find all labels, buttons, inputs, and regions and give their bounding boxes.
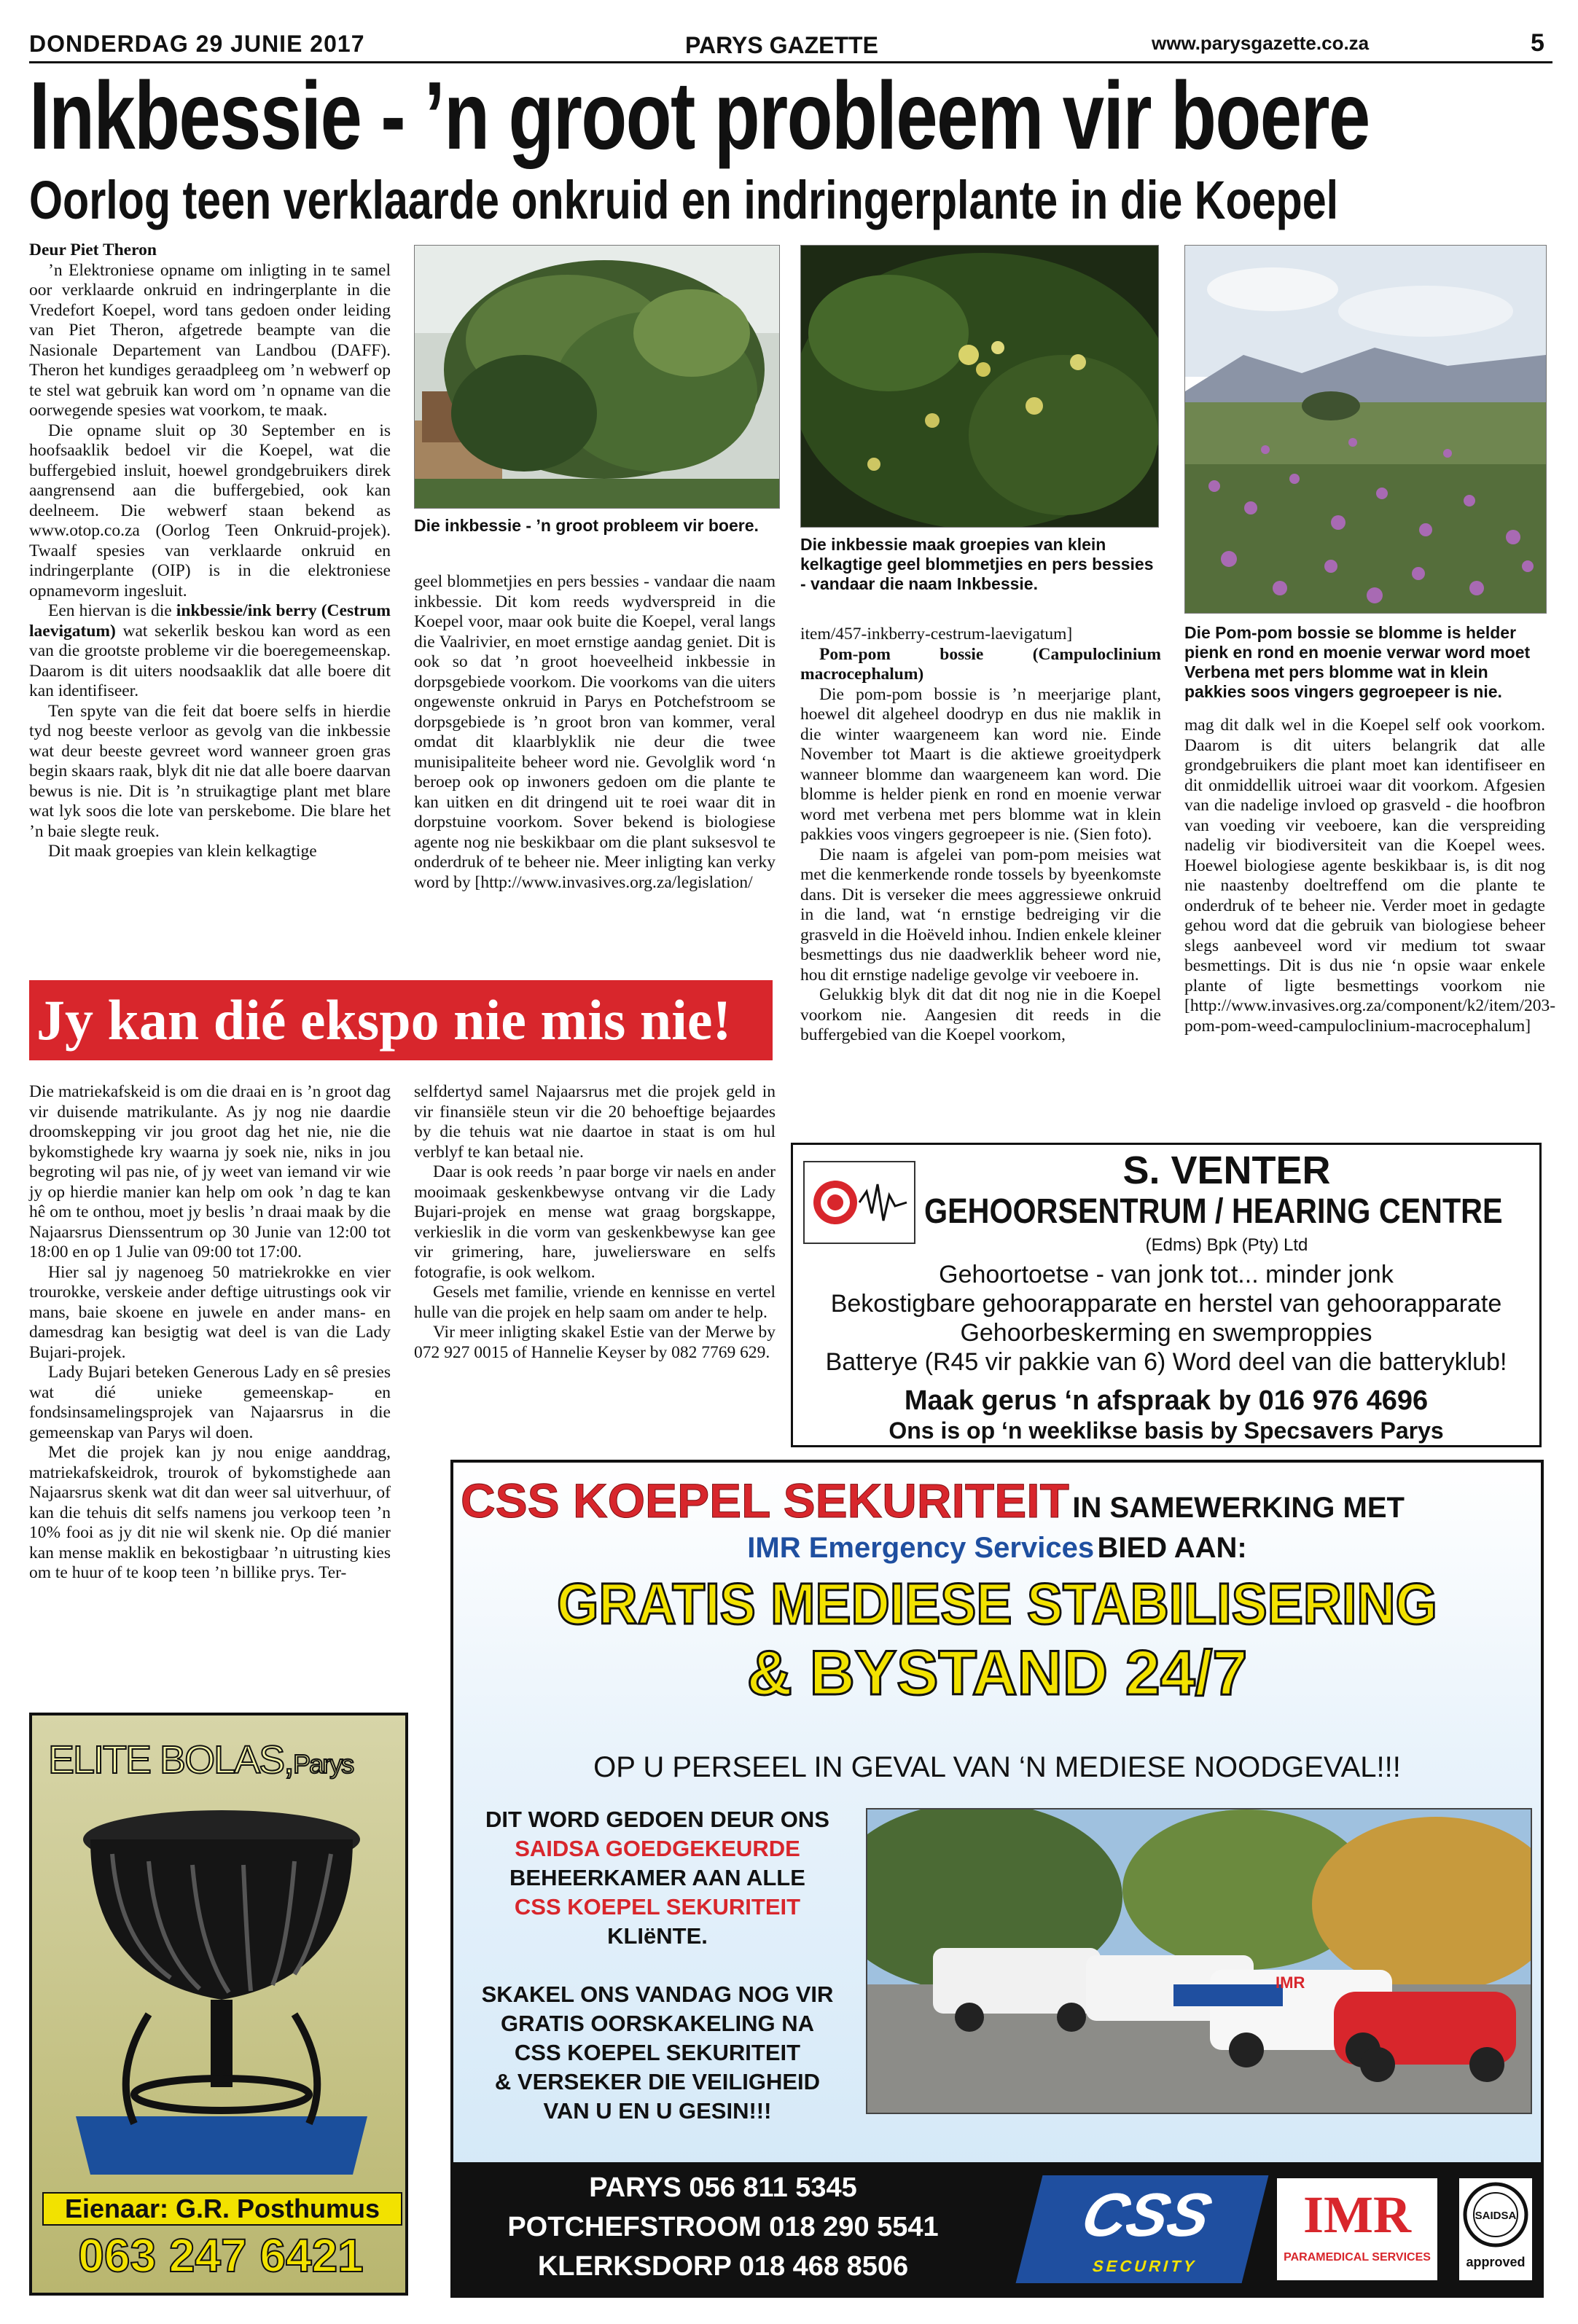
ad-main-offer-2: & BYSTAND 24/7: [746, 1638, 1248, 1708]
phone-klerksdorp[interactable]: KLERKSDORP 018 468 8506: [537, 2251, 909, 2282]
species-name: inkbessie/ink berry (Cestrum laevigatum): [29, 601, 391, 641]
headline: Inkbessie - ’n groot probleem vir boere: [29, 62, 1370, 169]
ad-partner-line: [453, 1532, 1541, 1565]
ad-services: [793, 1260, 1539, 1377]
expo-column-2: [414, 1082, 776, 1363]
service-line: Gehoortoetse - van jonk tot... minder jonk: [939, 1261, 1394, 1288]
paragraph: Die matriekafskeid is om die draai en is ’n groot dag vir duisende matrikulante. As jy nog nie daardie droomskepping vir jou groot dag het nie, nie die bykomstighede kry waarna jy soek nie, niks in jou begroting wil pas nie, of jy weet van iemand vir wie jy op hierdie manier kan help om ook ’n dag te kan hê om te onthou, moet jy beslis ’n draai maak by die Najaarsrus Dienssentrum op 30 Junie van 12:00 tot 18:00 en op 1 Julie van 09:00 tot 17:00.: [29, 1082, 391, 1261]
ad-partner: IMR Emergency Services: [747, 1532, 1095, 1564]
inkberry-shrub-photo: [414, 245, 780, 509]
inkberry-shrub-image: [415, 246, 779, 508]
paragraph: Die pom-pom bossie is ’n meerjarige plant, hoewel dit algeheel doodryp en dus nie maklik in die winter waargeneem kan word nie. Einde November tot Maart is die aktiewe groeitydperk wanneer blomme dan waargeneem kan word. Die blomme is helder pienk en rond en moenie verwar word met verbena met pers blomme wat in klein pakkies voos vingers gegroepeer is nie. (Sien foto).: [800, 684, 1161, 844]
phone-parys[interactable]: PARYS 056 811 5345: [589, 2172, 857, 2203]
service-line: Bekostigbare gehoorapparate en herstel van gehoorapparate: [830, 1290, 1502, 1318]
byline: Deur Piet Theron: [29, 240, 157, 259]
ad-title: ELITE BOLAS,Parys: [48, 1738, 354, 1782]
css-logo: [1016, 2175, 1269, 2283]
saidsa-seal-icon: [1459, 2178, 1532, 2251]
ad-brand-line: [461, 1473, 1539, 1528]
hearing-centre-ad: [791, 1143, 1542, 1447]
inkberry-flowers-image: [801, 246, 1158, 527]
ear-wave-icon: [805, 1162, 914, 1243]
paragraph: Daar is ook reeds ’n paar borge vir naels en ander mooimaak geskenkbewyse ontvang vir die Lady Bujari-projek en mense wat graag borgskappe, verkieslik in die vorm van geskenkbewyse kan gee vir grimering, hare, juweliersware en selfs fotografie, is ook welkom.: [414, 1162, 776, 1282]
ad-left-text: DIT WORD GEDOEN DEUR ONS SAIDSA GOEDGEKEURDE BEHEERKAMER AAN ALLE CSS KOEPEL SEKURITEIT KLIëNTE. SKAKEL ONS VANDAG NOG VIR GRATIS OORSKAKELING NA CSS KOEPEL SEKURITEIT & VERSEKER DIE VEILIGHEID VAN U EN U GESIN!!!: [481, 1807, 834, 2124]
service-line: Batterye (R45 vir pakkie van 6) Word deel van die batteryklub!: [825, 1348, 1507, 1376]
phone-potchefstroom[interactable]: POTCHEFSTROOM 018 290 5541: [507, 2212, 939, 2242]
ad-phone[interactable]: 063 247 6421: [78, 2229, 364, 2282]
paragraph: Ten spyte van die feit dat boere selfs in hierdie tyd nog beeste verloor as gevolg van die inkbessie wat deur beeste gevreet word wanneer groen gras begin skaars raak, blyk dit nie dat alle boere daarvan bewus is nie. Dit is ’n struikagtige plant met blare wat lyk soos die lote van perskebome. Die blare het ’n baie slegte reuk.: [29, 701, 391, 841]
paragraph: Gesels met familie, vriende en kennisse en vertel hulle van die projek en help saam om ander te help.: [414, 1283, 776, 1322]
expo-banner: Jy kan dié ekspo nie mis nie!: [29, 980, 773, 1060]
inkberry-flowers-photo: [800, 245, 1159, 528]
fire-pit-image: [61, 1796, 382, 2182]
species-heading: Pom-pom bossie (Campuloclinium macrocephalum): [800, 644, 1161, 684]
paragraph: Dit maak groepies van klein kelkagtige: [48, 842, 317, 861]
photo-caption-1: Die inkbessie - ’n groot probleem vir boere.: [414, 516, 759, 535]
photo-caption-2: Die inkbessie maak groepies van klein kelkagtige geel blommetjies en pers bessies - vandaar die naam Inkbessie.: [800, 535, 1154, 593]
security-vehicles-image: [867, 1809, 1531, 2113]
imr-logo-text: IMR: [1303, 2186, 1411, 2244]
paragraph: Met die projek kan jy nou enige aanddrag, matriekafskeidrok, trourok of bykomstighede aan Najaarsrus skenk wat dit dan weer sal uitverhuur, of kan die tehuis dit selfs namens jou verkoop teen ’n 10% fooi as jy dit nie wil skenk nie. Op dié manier kan mense maklik en bekostigbaar ’n uitrusting kies om te huur of te koop teen ’n billike prys. Ter-: [29, 1443, 391, 1582]
paragraph: Hier sal jy nagenoeg 50 matriekrokke en vier trourokke, verskeie ander deftige uitrustings ook vir mans, baie skoene en juwele en ander mans- en damesdrag kan besigtig wat deel is van die Lady Bujari-projek.: [29, 1262, 391, 1362]
vehicles-photo: [866, 1808, 1532, 2114]
css-logo-text: CSS: [1075, 2180, 1219, 2249]
article-column-2: [414, 572, 776, 893]
imr-logo-sub: PARAMEDICAL SERVICES: [1284, 2251, 1431, 2264]
van-logo-text: IMR: [1276, 1973, 1305, 1992]
pompom-field-image: [1185, 246, 1546, 613]
paragraph: Gelukkig blyk dit dat dit nog nie in die Koepel voorkom nie. Aangesien dit reeds in die buffergebied van die Koepel voorkom,: [800, 985, 1161, 1044]
issue-date: DONDERDAG 29 JUNIE 2017: [29, 31, 365, 57]
saidsa-seal-text: SAIDSA: [1475, 2210, 1517, 2222]
paragraph: item/457-inkberry-cestrum-laevigatum]: [800, 625, 1073, 643]
ad-title: S. VENTER: [1122, 1149, 1331, 1192]
ad-subtitle: GEHOORSENTRUM / HEARING CENTRE: [924, 1192, 1503, 1231]
article-column-1: [29, 240, 391, 862]
paragraph: mag dit dalk wel in die Koepel self ook voorkom. Daarom is dit uiters belangrik dat alle grondgebruikers die plant moet kan identifiseer en dit onmiddellik uitroei waar dit voorkom. Afgesien van die nadelige invloed op grasveld - die hoofbron van voeding vir veeboere, kan die verspreiding nadelig vir biodiversiteit van die Koepel wees. Hoewel biologiese agente beskikbaar is, is dit nog nie naastenby doeltreffend om die plante te onderdruk of te beheer nie. Verder moet in gedagte gehou word dat die gebruik van biologiese beheer slegs aanbeveel word vir medium tot swaar besmettings. Dit is dus nie ‘n opsie waar enkele plante of ligte besmettings voorkom nie [http://www.invasives.org.za/component/k2/item/203-pom-pom-weed-campuloclinium-macrocephalum]: [1184, 716, 1556, 1036]
ad-tagline: OP U PERSEEL IN GEVAL VAN ‘N MEDIESE NOODGEVAL!!!: [593, 1751, 1401, 1783]
paragraph: Vir meer inligting skakel Estie van der Merwe by 072 927 0015 of Hannelie Keyser by 082 7769 629.: [414, 1323, 776, 1362]
ad-footer-bar: [453, 2162, 1541, 2295]
paragraph: Lady Bujari beteken Generous Lady en sê presies wat dié unieke gemeenskap- en fondsinsamelingsprojek van Najaarsrus in die gemeenskap van Parys wil doen.: [29, 1363, 391, 1442]
article-column-4: [1184, 716, 1556, 1036]
imr-logo: [1277, 2178, 1437, 2280]
paragraph: Een hiervan is die inkbessie/ink berry (Cestrum laevigatum) wat sekerlik beskou kan word as een van die grootste probleme vir die boeregemeenskap. Daarom is dit uiters noodsaaklik dat alle boere dit kan identifiseer.: [29, 601, 391, 700]
ad-footer: Ons is op ‘n weeklikse basis by Specsavers Parys: [888, 1417, 1444, 1444]
paragraph: Die naam is afgelei van pom-pom meisies wat met die kenmerkende ronde tossels by byeenkomste dans. Dit is verseker die mees aggressiewe onkruid in die land, wat ‘n ernstige bedreiging vir die grasveld in die Hoëveld inhou. Indien enkele kleiner besmettings dus nie daadwerklik beheer word nie, hou dit ernstige nadelige gevolge vir veeboere in.: [800, 845, 1161, 985]
pompom-field-photo: [1184, 245, 1547, 614]
subheadline: Oorlog teen verklaarde onkruid en indringerplante in die Koepel: [29, 170, 1339, 230]
website-link[interactable]: www.parysgazette.co.za: [1152, 32, 1370, 54]
hearing-logo: [803, 1161, 915, 1244]
elite-bolas-ad: [29, 1713, 408, 2296]
article-column-3: [800, 625, 1161, 1046]
paragraph: ’n Elektroniese opname om inligting in te samel oor verklaarde onkruid en indringerplante in die Vredefort Koepel, word tans gedoen onder leiding van Piet Theron, afgetrede beampte van die Nasionale Departement van Landbou (DAFF). Theron het kundiges geraadpleeg om ’n webwerf op te stel wat gebruik kan word om ’n opname van die oorwegende spesies wat voorkom, te maak.: [29, 260, 391, 420]
service-line: Gehoorbeskerming en swemproppies: [960, 1319, 1372, 1347]
page-header: [29, 28, 1552, 63]
ad-phone-list: [453, 2168, 993, 2286]
ad-brand-tail: IN SAMEWERKING MET: [1072, 1492, 1405, 1524]
photo-caption-3: Die Pom-pom bossie se blomme is helder pienk en rond en moenie verwar word moet Verbena met pers blomme wat in klein pakkies soos vingers gegroepeer is nie.: [1184, 623, 1531, 701]
ad-main-offer: GRATIS MEDIESE STABILISERING: [557, 1571, 1437, 1636]
ad-owner: Eienaar: G.R. Posthumus: [42, 2192, 402, 2226]
saidsa-badge: [1459, 2178, 1532, 2280]
paragraph: geel blommetjies en pers bessies - vandaar die naam inkbessie. Dit kom reeds wydverspreid in die Koepel voor, maar ook buite die Koepel, veral langs die Vaalrivier, en moet ernstige aandag geniet. Dit is ook so dat ’n groot hoeveelheid inkbessie in dorpsgebiede voorkom. Die voorkoms van die uiters ongewenste onkruid in Parys en Potchefstroom se dorpsgebiede is ’n groot bron van kommer, veral omdat dit klaarblyklik nie deur die twee munisipaliteite beheer word nie. Gevolglik word ‘n beroep ook op inwoners gedoen om die plante te kan uitken en dit dringend uit te roei waar dit in dorpstuine voorkom. Sover bekend is biologiese agente nog nie beskikbaar om die plant suksesvol te onderdruk of te beheer nie. Meer inligting kan verky word by [http://www.invasives.org.za/legislation/: [414, 572, 776, 892]
paragraph: selfdertyd samel Najaarsrus met die projek geld in vir finansiële steun vir die 20 behoeftige bejaardes by die tehuis wat nie daartoe in staat is om hul verblyf te kan betaal nie.: [414, 1082, 776, 1162]
css-logo-tagline: SECURITY: [1090, 2257, 1200, 2275]
page-number: 5: [1531, 29, 1544, 57]
paragraph: Die opname sluit op 30 September en is hoofsaaklik bedoel vir die Koepel, wat die buffergebied insluit, hoewel grondgebruikers direk aangrensend aan die buffergebied, ook kan deelneem. Die webwerf staan bekend as www.otop.co.za (Oorlog Teen Onkruid-projek). Twaalf spesies van verklaarde onkruid en indringerplante (OIP) is in die elektroniese opnamevorm ingesluit.: [29, 420, 391, 600]
ad-company-type: (Edms) Bpk (Pty) Ltd: [1145, 1235, 1308, 1255]
expo-column-1: [29, 1082, 391, 1584]
saidsa-approved: approved: [1466, 2255, 1526, 2269]
ad-call-to-action: Maak gerus ‘n afspraak by 016 976 4696: [904, 1385, 1429, 1416]
ad-brand: CSS KOEPEL SEKURITEIT: [461, 1474, 1069, 1527]
ad-partner-tail: BIED AAN:: [1097, 1532, 1247, 1564]
newspaper-name: PARYS GAZETTE: [685, 32, 878, 58]
css-security-ad: [450, 1460, 1544, 2298]
